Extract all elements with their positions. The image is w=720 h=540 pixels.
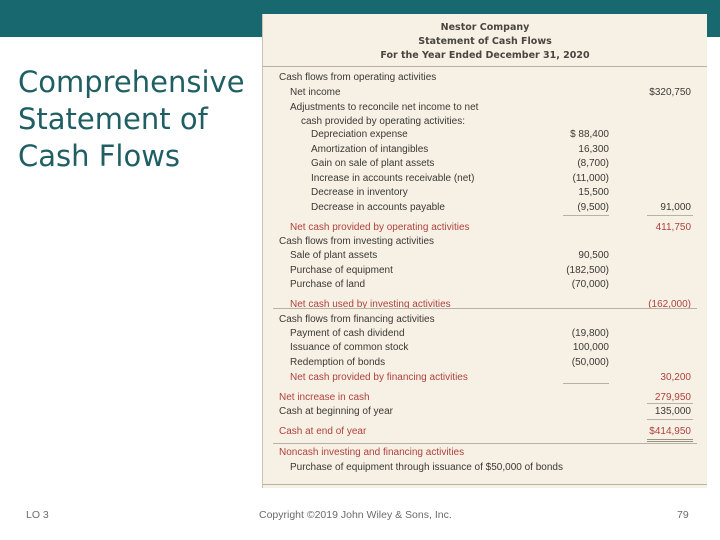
row-amount-total: 30,200 bbox=[660, 372, 691, 383]
underline bbox=[263, 484, 707, 485]
row-amount-total: (162,000) bbox=[648, 299, 691, 310]
company-name: Nestor Company bbox=[440, 22, 530, 33]
underline bbox=[563, 383, 609, 384]
row-label: Issuance of common stock bbox=[290, 342, 409, 353]
copyright-notice: Copyright ©2019 John Wiley & Sons, Inc. bbox=[259, 509, 452, 521]
row-label: Amortization of intangibles bbox=[311, 144, 429, 155]
underline bbox=[647, 419, 693, 420]
row-label: Sale of plant assets bbox=[290, 250, 378, 261]
row-label: Redemption of bonds bbox=[290, 357, 386, 368]
cash-flow-statement bbox=[262, 14, 707, 488]
page-number: 79 bbox=[677, 509, 689, 521]
row-amount-inner: (50,000) bbox=[571, 357, 609, 368]
slide-title bbox=[18, 64, 258, 175]
row-label: Cash flows from financing activities bbox=[279, 314, 435, 325]
row-amount-total: $320,750 bbox=[649, 87, 691, 98]
row-amount-inner: 16,300 bbox=[578, 144, 609, 155]
row-label: Net cash provided by financing activities bbox=[290, 372, 468, 383]
row-label: Payment of cash dividend bbox=[290, 328, 405, 339]
underline bbox=[273, 443, 697, 444]
row-label: Adjustments to reconcile net income to net bbox=[290, 102, 479, 113]
row-label: Net cash used by investing activities bbox=[290, 299, 451, 310]
row-label: Noncash investing and financing activities bbox=[279, 447, 465, 458]
row-label: Increase in accounts receivable (net) bbox=[311, 173, 475, 184]
row-label: Cash flows from investing activities bbox=[279, 236, 435, 247]
row-amount-inner: (19,800) bbox=[571, 328, 609, 339]
row-amount-total: 91,000 bbox=[660, 202, 691, 213]
double-underline bbox=[647, 439, 693, 442]
row-amount-inner: (9,500) bbox=[577, 202, 609, 213]
underline bbox=[647, 403, 693, 404]
header-rule bbox=[263, 66, 707, 67]
row-label: cash provided by operating activities: bbox=[301, 116, 465, 127]
row-label: Gain on sale of plant assets bbox=[311, 158, 435, 169]
row-amount-total: $414,950 bbox=[649, 426, 691, 437]
row-amount-total: 135,000 bbox=[654, 406, 691, 417]
row-label: Depreciation expense bbox=[311, 129, 408, 140]
row-amount-inner: (11,000) bbox=[572, 173, 609, 184]
row-amount-total: 411,750 bbox=[655, 222, 691, 233]
slide-title-line-1: Comprehensive bbox=[18, 65, 245, 99]
row-label: Decrease in accounts payable bbox=[311, 202, 445, 213]
statement-period: For the Year Ended December 31, 2020 bbox=[380, 50, 590, 61]
row-amount-inner: (182,500) bbox=[566, 265, 609, 276]
learning-objective: LO 3 bbox=[26, 509, 49, 521]
row-label: Purchase of land bbox=[290, 279, 366, 290]
row-amount-inner: (70,000) bbox=[571, 279, 609, 290]
row-amount-inner: 100,000 bbox=[572, 342, 609, 353]
underline bbox=[563, 215, 609, 216]
row-amount-inner: $ 88,400 bbox=[570, 129, 609, 140]
row-amount-total: 279,950 bbox=[654, 392, 691, 403]
statement-title: Statement of Cash Flows bbox=[418, 36, 552, 47]
row-label: Cash at end of year bbox=[279, 426, 367, 437]
row-label: Cash at beginning of year bbox=[279, 406, 393, 417]
row-label: Decrease in inventory bbox=[311, 187, 408, 198]
row-amount-inner: (8,700) bbox=[577, 158, 609, 169]
row-amount-inner: 15,500 bbox=[578, 187, 609, 198]
underline bbox=[647, 215, 693, 216]
row-label: Net increase in cash bbox=[279, 392, 370, 403]
slide-title-line-2: Statement of bbox=[18, 102, 208, 136]
row-label: Purchase of equipment through issuance of $50,000 of bonds bbox=[290, 462, 563, 473]
row-label: Net income bbox=[290, 87, 341, 98]
row-label: Purchase of equipment bbox=[290, 265, 393, 276]
underline bbox=[273, 308, 697, 309]
row-label: Cash flows from operating activities bbox=[279, 72, 437, 83]
row-label: Net cash provided by operating activities bbox=[290, 222, 470, 233]
slide-title-line-3: Cash Flows bbox=[18, 139, 181, 173]
row-amount-inner: 90,500 bbox=[578, 250, 609, 261]
